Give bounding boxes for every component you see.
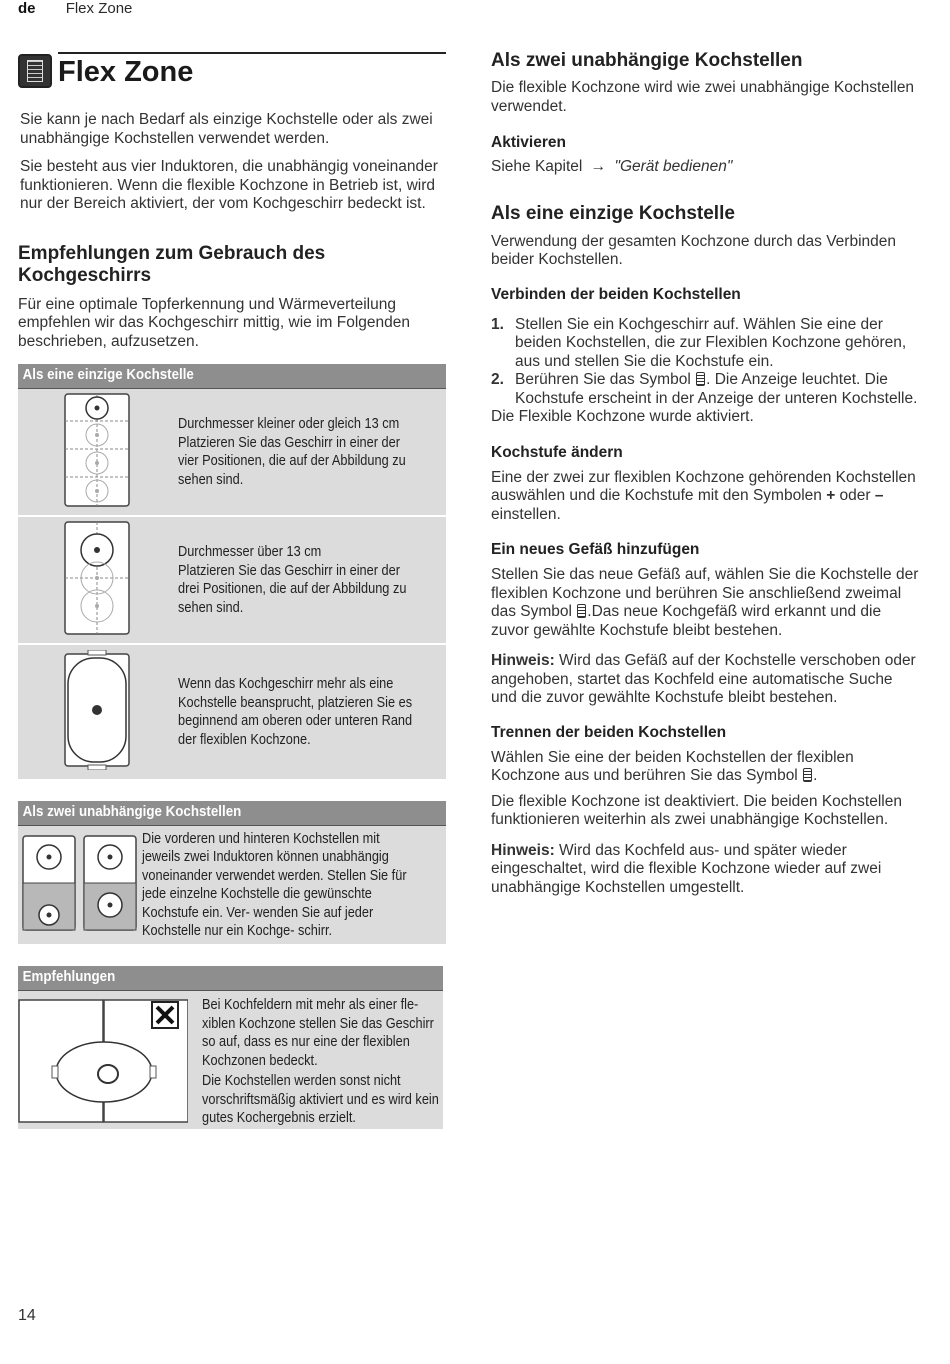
level-text: Eine der zwei zur flexiblen Kochzone gehörenden Kochstellen auswählen und die Kochstufe mit den Symbolen + oder – einstellen.: [491, 468, 916, 523]
note-2: Hinweis: Wird das Kochfeld aus- und später wieder eingeschaltet, wird die flexible Kochzone wieder auf zwei unabhängige Kochstellen umgestellt.: [491, 841, 882, 896]
minus-icon: –: [874, 487, 884, 504]
large-pot-figure: [18, 521, 178, 640]
small-pot-text: Durchmesser kleiner oder gleich 13 cm Platzieren Sie das Geschirr in einer der vier Positionen, die auf der Abbildung zu sehen sind.: [178, 416, 406, 488]
connect-result: Die Flexible Kochzone wurde aktiviert.: [491, 408, 754, 425]
title-row: [18, 52, 446, 89]
connect-steps: [491, 316, 921, 409]
page-number: 14: [18, 1307, 36, 1324]
separate-heading: Trennen der beiden Kochstellen: [491, 723, 727, 741]
recommendations-row: [18, 991, 443, 1129]
intro-paragraph-1: Sie kann je nach Bedarf als einzige Kochstelle oder als zwei unabhängige Kochstellen verwendet werden.: [20, 111, 433, 147]
two-zones-row: [18, 826, 446, 944]
left-column: [18, 52, 446, 1129]
roaster-text: Wenn das Kochgeschirr mehr als eine Kochstelle beansprucht, platzieren Sie es beginnend am oberen oder unteren Rand der flexiblen Kochzone.: [178, 676, 413, 748]
intro-paragraph-2: Sie besteht aus vier Induktoren, die unabhängig voneinander funktionieren. Wenn die flexible Kochzone in Betrieb ist, wird nur der Bereich aktiviert, der vom Kochgeschirr bedeckt ist.: [20, 158, 438, 212]
small-pot-figure: [18, 393, 178, 512]
recommendation-heading: Empfehlungen zum Gebrauch des Kochgeschirrs: [18, 242, 326, 286]
two-zones-box: [18, 801, 446, 944]
chapter-reference: "Gerät bedienen": [614, 158, 733, 175]
recommendation-text: Für eine optimale Topferkennung und Wärmeverteilung empfehlen wir das Kochgeschirr mittig, wie im Folgenden beschrieben, aufzusetzen.: [18, 295, 410, 350]
single-zone-row-roaster: [18, 645, 446, 779]
page-header: [18, 0, 132, 17]
recommendation-text-1: Bei Kochfeldern mit mehr als einer fle- xiblen Kochzone stellen Sie das Geschirr so auf, dass es nur eine der flexiblen Kochzonen bedeckt.: [202, 997, 434, 1069]
flex-zone-symbol-icon: [803, 768, 812, 782]
arrow-right-icon: →: [590, 158, 607, 175]
add-pot-heading: Ein neues Gefäß hinzufügen: [491, 541, 700, 558]
activate-heading: Aktivieren: [491, 134, 566, 151]
single-zone-heading: Als eine einzige Kochstelle: [491, 202, 735, 224]
connect-heading: Verbinden der beiden Kochstellen: [491, 285, 741, 303]
flex-zone-symbol-icon: [696, 372, 705, 386]
level-heading: Kochstufe ändern: [491, 443, 623, 461]
add-pot-text: Stellen Sie das neue Gefäß auf, wählen Sie die Kochstelle der flexiblen Kochzone und berühren Sie anschließend zweimal das Symbol .Das neue Kochgefäß wird erkannt und die zuvor gewählte Kochstufe bleibt bestehen.: [491, 566, 919, 639]
step-2: 2. Berühren Sie das Symbol . Die Anzeige leuchtet. Die Kochstufe erscheint in der Anzeige der unteren Kochstelle.: [491, 371, 918, 407]
two-zones-description: Die flexible Kochzone wird wie zwei unabhängige Kochstellen verwendet.: [491, 79, 915, 115]
single-zone-description: Verwendung der gesamten Kochzone durch das Verbinden beider Kochstellen.: [491, 232, 897, 268]
single-zone-box: [18, 364, 446, 779]
recommendation-text-2: Die Kochstellen werden sonst nicht vorschriftsmäßig aktiviert und es wird kein gutes Kochergebnis erzielt.: [202, 1073, 439, 1126]
single-zone-box-title: Als eine einzige Kochstelle: [18, 364, 446, 388]
roaster-figure: [18, 650, 178, 775]
two-zones-text: Die vorderen und hinteren Kochstellen mit jeweils zwei Induktoren können unabhängig voneinander verwendet werden. Stellen Sie für jede einzelne Kochstelle die gewünschte Kochstufe ein. Ver- wenden Sie auf jeder Kochstelle nur ein Kochge- schirr.: [142, 830, 407, 939]
recommendations-box: [18, 966, 443, 1129]
recommendations-text-block: [202, 996, 442, 1128]
right-column: [491, 50, 921, 897]
step-1: 1. Stellen Sie ein Kochgeschirr auf. Wählen Sie eine der beiden Kochstellen, die zur Flexiblen Kochzone gehören, aus und stellen Sie die Kochstufe ein.: [491, 315, 907, 370]
flex-zone-symbol-icon: [577, 604, 586, 618]
two-zones-heading: Als zwei unabhängige Kochstellen: [491, 50, 803, 71]
separate-text: Wählen Sie eine der beiden Kochstellen der flexiblen Kochzone aus und berühren Sie das Symbol .: [491, 748, 854, 784]
activate-reference: Siehe Kapitel → "Gerät bedienen": [491, 158, 733, 175]
flex-zone-icon: [18, 54, 52, 88]
two-zones-box-title: Als zwei unabhängige Kochstellen: [18, 801, 446, 825]
recommendations-box-title: Empfehlungen: [18, 966, 443, 990]
plus-icon: +: [826, 487, 836, 504]
single-zone-row-small: [18, 389, 446, 517]
large-pot-text: Durchmesser über 13 cm Platzieren Sie das Geschirr in einer der drei Positionen, die auf der Abbildung zu sehen sind.: [178, 544, 407, 616]
note-1: Hinweis: Wird das Gefäß auf der Kochstelle verschoben oder angehoben, startet das Kochfeld eine automatische Suche und die zuvor gewählte Kochstufe bleibt bestehen.: [491, 652, 916, 706]
separate-result: Die flexible Kochzone ist deaktiviert. Die beiden Kochstellen funktionieren weiterhin als zwei unabhängige Kochstellen.: [491, 792, 902, 828]
page-title: Flex Zone: [58, 56, 194, 88]
wrong-placement-figure: [18, 996, 202, 1129]
language-code: de: [18, 0, 36, 17]
single-zone-row-large: [18, 517, 446, 645]
two-zones-figure: [18, 835, 142, 936]
section-name: Flex Zone: [65, 0, 133, 17]
